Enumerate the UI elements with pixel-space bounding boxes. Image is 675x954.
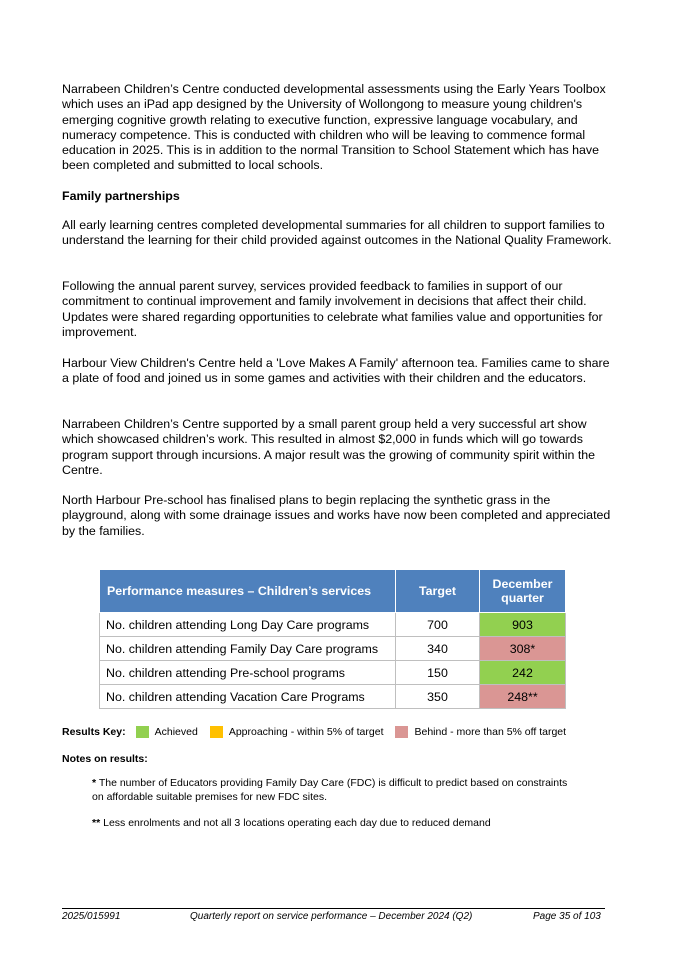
paragraph-learning-summaries: All early learning centres completed developmental summaries for all children to support families to understand the learning for their child provided against outcomes in the National Quality Framework. [62, 218, 612, 248]
note-mark: ** [92, 817, 101, 829]
footer-title: Quarterly report on service performance – December 2024 (Q2) [190, 911, 473, 922]
note-item [92, 777, 572, 804]
row-target: 150 [396, 661, 480, 685]
row-target: 700 [396, 613, 480, 637]
row-result: 308* [480, 637, 566, 661]
row-measure: No. children attending Family Day Care programs [100, 637, 396, 661]
paragraph-north-harbour: North Harbour Pre-school has finalised plans to begin replacing the synthetic grass in the playground, along with some drainage issues and works have now been completed and appreciated by the families. [62, 493, 611, 538]
row-result: 248** [480, 685, 566, 709]
table-header-row [100, 570, 566, 613]
behind-swatch [395, 726, 408, 738]
key-label-achieved: Achieved [154, 726, 198, 738]
note-text: The number of Educators providing Family Day Care (FDC) is difficult to predict based on constraints on affordable suitable premises for new FDC sites. [92, 777, 568, 803]
row-result: 242 [480, 661, 566, 685]
row-measure: No. children attending Long Day Care programs [100, 613, 396, 637]
row-result: 903 [480, 613, 566, 637]
row-target: 340 [396, 637, 480, 661]
performance-table [99, 569, 566, 709]
footer-divider [62, 908, 605, 909]
results-key [62, 726, 578, 738]
approaching-swatch [210, 726, 223, 738]
key-item-achieved [136, 726, 198, 738]
paragraph-art-show: Narrabeen Children’s Centre supported by a small parent group held a very successful art show which showcased children’s work. This resulted in almost $2,000 in funds which will go towards program support through incursions. A major result was the growing of community spirit within the Centre. [62, 417, 596, 477]
intro-paragraph: Narrabeen Children’s Centre conducted developmental assessments using the Early Years Toolbox which uses an iPad app designed by the University of Wollongong to measure young children's emerging cognitive growth relating to executive function, expressive language vocabulary, and numeracy competence. This is conducted with children who will be leaving to commence formal education in 2025. This is in addition to the normal Transition to School Statement which has have been completed and submitted to local schools. [62, 82, 606, 173]
section-heading: Family partnerships [62, 189, 180, 203]
footer-doc-id: 2025/015991 [62, 911, 121, 922]
header-measure: Performance measures – Children’s services [100, 570, 396, 613]
key-item-approaching [210, 726, 384, 738]
row-measure: No. children attending Vacation Care Programs [100, 685, 396, 709]
note-text: Less enrolments and not all 3 locations operating each day due to reduced demand [103, 817, 491, 829]
key-label-behind: Behind - more than 5% off target [414, 726, 567, 738]
row-target: 350 [396, 685, 480, 709]
header-quarter: December quarter [480, 570, 566, 613]
key-item-behind [395, 726, 566, 738]
results-key-label: Results Key: [62, 726, 126, 738]
note-item [92, 817, 572, 831]
footer-page-number: Page 35 of 103 [533, 911, 601, 922]
header-target: Target [396, 570, 480, 613]
key-label-approaching: Approaching - within 5% of target [228, 726, 384, 738]
paragraph-harbour-view: Harbour View Children's Centre held a 'Love Makes A Family' afternoon tea. Families came to share a plate of food and joined us in some games and activities with their children and the educators. [62, 356, 610, 386]
table-row [100, 685, 566, 709]
table-row [100, 637, 566, 661]
row-measure: No. children attending Pre-school programs [100, 661, 396, 685]
note-mark: * [92, 777, 97, 789]
table-row [100, 661, 566, 685]
paragraph-parent-survey: Following the annual parent survey, services provided feedback to families in support of our commitment to continual improvement and family involvement in decisions that affect their child. Updates were shared regarding opportunities to celebrate what families value and opportunities for improvement. [62, 279, 603, 339]
achieved-swatch [136, 726, 149, 738]
notes-heading: Notes on results: [62, 753, 148, 765]
table-row [100, 613, 566, 637]
